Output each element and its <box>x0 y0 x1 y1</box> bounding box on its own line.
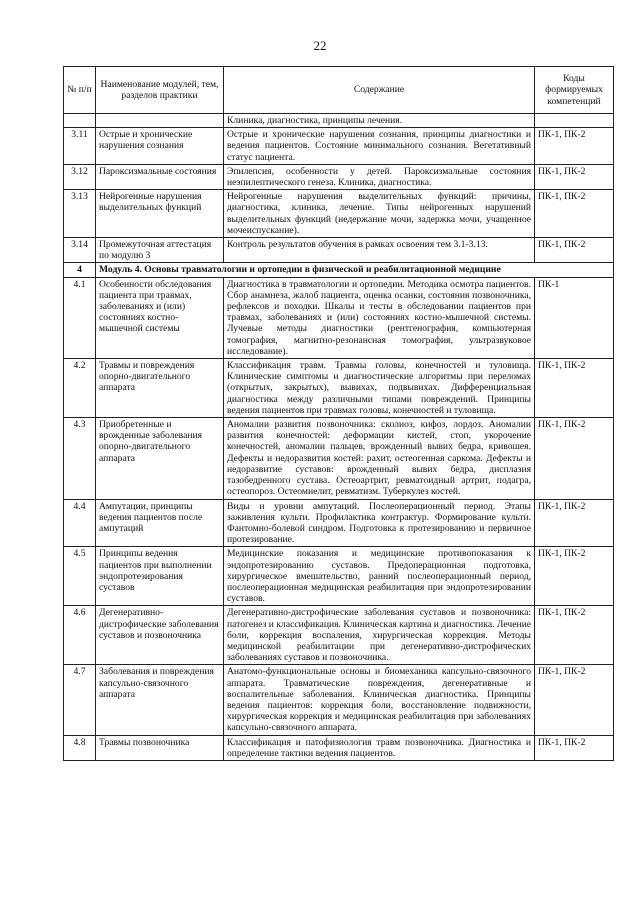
competency-codes: ПК-1, ПК-2 <box>535 499 614 547</box>
header-module: Наименование модулей, тем, разделов практики <box>96 67 224 114</box>
competency-codes: ПК-1, ПК-2 <box>535 128 614 165</box>
row-number: 4.3 <box>64 418 96 499</box>
continuation-text: Клиника, диагностика, принципы лечения. <box>224 114 535 128</box>
competency-codes: ПК-1, ПК-2 <box>535 735 614 760</box>
table-row <box>64 735 614 760</box>
topic-name: Острые и хронические нарушения сознания <box>96 128 224 165</box>
competency-codes: ПК-1, ПК-2 <box>535 238 614 263</box>
row-number: 4.2 <box>64 359 96 418</box>
topic-name: Заболевания и повреждения капсульно-связочного аппарата <box>96 665 224 735</box>
topic-name: Пароксизмальные состояния <box>96 164 224 189</box>
header-content: Содержание <box>224 67 535 114</box>
topic-name: Дегенеративно-дистрофические заболевания суставов и позвоночника <box>96 606 224 665</box>
topic-name: Ампутации, принципы ведения пациентов после ампутаций <box>96 499 224 547</box>
table-row <box>64 359 614 418</box>
table-row <box>64 190 614 238</box>
topic-name: Приобретенные и врожденные заболевания опорно-двигательного аппарата <box>96 418 224 499</box>
competency-codes: ПК-1, ПК-2 <box>535 418 614 499</box>
row-number: 3.13 <box>64 190 96 238</box>
table-row <box>64 606 614 665</box>
topic-content: Острые и хронические нарушения сознания, принципы диагностики и ведения пациентов. Состояние минимального сознания. Вегетативный статус пациента. <box>224 128 535 165</box>
table-row <box>64 547 614 606</box>
topic-name: Нейрогенные нарушения выделительных функций <box>96 190 224 238</box>
topic-content: Аномалии развития позвоночника: сколиоз, кифоз, лордоз. Аномалии развития конечностей: деформации кистей, стоп, укорочение конечностей, аномалии пальцев, врожденный вывих бедра, кривошея. Дефекты и недоразвития костей: рахит, остеогенная саркома. Дефекты и недоразвитие суставов: врожденный вывих бедра, дисплазия тазобедренного сустава. Остеоартрит, ревматоидный артрит, подагра, остеопороз. Остеомиелит, ревматизм. Туберкулез костей. <box>224 418 535 499</box>
row-number: 4.6 <box>64 606 96 665</box>
topic-content: Нейрогенные нарушения выделительных функций: причины, диагностика, клиника, лечение. Типы нейрогенных нарушений выделительных функций (недержание мочи, задержка мочи, учащенное мочеиспускание). <box>224 190 535 238</box>
curriculum-table <box>63 66 614 761</box>
table-header-row <box>64 67 614 114</box>
row-number: 3.14 <box>64 238 96 263</box>
table-row <box>64 164 614 189</box>
table-row <box>64 277 614 358</box>
row-number: 4.4 <box>64 499 96 547</box>
competency-codes: ПК-1, ПК-2 <box>535 547 614 606</box>
topic-content: Виды и уровни ампутаций. Послеоперационный период. Этапы заживления культи. Профилактика контрактур. Формирование культи. Фантомно-болевой синдром. Подготовка к протезированию и первичное протезирование. <box>224 499 535 547</box>
table-row <box>64 238 614 263</box>
topic-content: Контроль результатов обучения в рамках освоения тем 3.1-3.13. <box>224 238 535 263</box>
row-number: 4.7 <box>64 665 96 735</box>
topic-content: Диагностика в травматологии и ортопедии. Методика осмотра пациентов. Сбор анамнеза, жалоб пациента, оценка осанки, состояния позвоночника, рефлексов и походки. Шкалы и тесты в обследовании пациентов при травмах, заболеваниях и (или) состояниях костно-мышечной системы. Лучевые методы диагностики (рентгенография, компьютерная томография, магнитно-резонансная томография, ультразвуковое исследование). <box>224 277 535 358</box>
topic-content: Анатомо-функциональные основы и биомеханика капсульно-связочного аппарата. Травматические повреждения, дегенеративные и воспалительные заболевания. Клиническая диагностика. Принципы ведения пациентов: коррекция боли, восстановление подвижности, хирургическая коррекция и медицинская реабилитация при заболеваниях капсульно-связочного аппарата. <box>224 665 535 735</box>
row-number: 4.5 <box>64 547 96 606</box>
row-number: 4.8 <box>64 735 96 760</box>
module-header-row <box>64 263 614 277</box>
row-number: 3.12 <box>64 164 96 189</box>
header-codes: Коды формируемых компетенций <box>535 67 614 114</box>
topic-content: Эпилепсия, особенности у детей. Пароксизмальные состояния неэпилептического генеза. Клиника, диагностика. <box>224 164 535 189</box>
module-number: 4 <box>64 263 96 277</box>
topic-content: Дегенеративно-дистрофические заболевания суставов и позвоночника: патогенез и классификация. Клиническая картина и диагностика. Лечение боли, коррекция воспаления, хирургическая коррекция. Методы медицинской реабилитации при дегенеративно-дистрофических заболеваниях суставов и позвоночника. <box>224 606 535 665</box>
topic-name: Травмы позвоночника <box>96 735 224 760</box>
table-row <box>64 665 614 735</box>
competency-codes: ПК-1 <box>535 277 614 358</box>
topic-name: Принципы ведения пациентов при выполнении эндопротезирования суставов <box>96 547 224 606</box>
topic-content: Медицинские показания и медицинские противопоказания к эндопротезированию суставов. Предоперационная подготовка, хирургическое вмешательство, ранний послеоперационный период, послеоперационная медицинская реабилитация при эндопротезировании суставов. <box>224 547 535 606</box>
header-num: № п/п <box>64 67 96 114</box>
topic-name: Особенности обследования пациента при травмах, заболеваниях и (или) состояниях костно-мышечной системы <box>96 277 224 358</box>
topic-content: Классификация травм. Травмы головы, конечностей и туловища. Клинические симптомы и диагностические алгоритмы при переломах (открытых, закрытых), вывихах, подвывихах. Дифференциальная диагностика между различными типами повреждений. Принципы ведения пациентов при травмах головы, конечностей и туловища. <box>224 359 535 418</box>
topic-name: Промежуточная аттестация по модулю 3 <box>96 238 224 263</box>
table-row <box>64 128 614 165</box>
row-number: 3.11 <box>64 128 96 165</box>
table-row <box>64 499 614 547</box>
topic-name: Травмы и повреждения опорно-двигательного аппарата <box>96 359 224 418</box>
competency-codes: ПК-1, ПК-2 <box>535 606 614 665</box>
page-number: 22 <box>313 38 327 53</box>
continuation-row <box>64 114 614 128</box>
competency-codes: ПК-1, ПК-2 <box>535 164 614 189</box>
topic-content: Классификация и патофизиология травм позвоночника. Диагностика и определение тактики ведения пациентов. <box>224 735 535 760</box>
table-row <box>64 418 614 499</box>
competency-codes: ПК-1, ПК-2 <box>535 665 614 735</box>
row-number: 4.1 <box>64 277 96 358</box>
module-title: Модуль 4. Основы травматологии и ортопедии в физической и реабилитационной медицине <box>96 263 614 277</box>
competency-codes: ПК-1, ПК-2 <box>535 359 614 418</box>
competency-codes: ПК-1, ПК-2 <box>535 190 614 238</box>
